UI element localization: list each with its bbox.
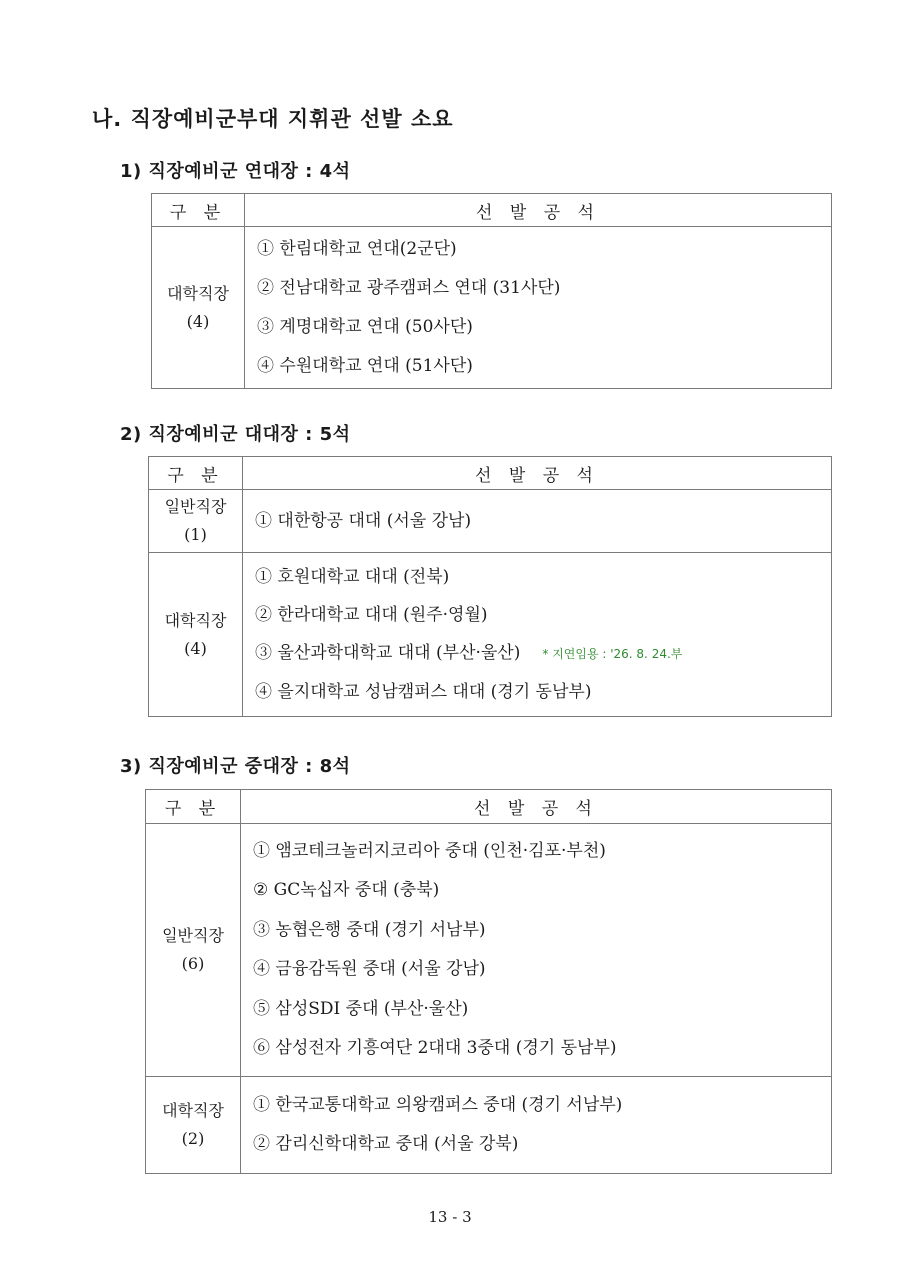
seats-cell — [243, 553, 832, 717]
header-category: 구 분 — [149, 457, 243, 490]
category-name: 대학직장 — [164, 610, 227, 630]
header-seats: 선 발 공 석 — [241, 790, 832, 824]
header-seats: 선 발 공 석 — [245, 194, 832, 227]
header-category: 구 분 — [146, 790, 241, 824]
page-number: 13 - 3 — [428, 1208, 472, 1226]
header-seats: 선 발 공 석 — [243, 457, 832, 490]
category-name: 일반직장 — [162, 926, 224, 945]
seats-cell — [243, 490, 832, 553]
subsection-title-regiment: 1) 직장예비군 연대장 : 4석 — [120, 161, 351, 182]
seats-cell — [245, 227, 832, 389]
category-count: (4) — [184, 638, 207, 658]
category-count: (6) — [181, 954, 205, 973]
list-item: ② 전남대학교 광주캠퍼스 연대 (31사단) — [257, 277, 561, 298]
category-name: 일반직장 — [164, 497, 227, 516]
list-item: ④ 금융감독원 중대 (서울 강남) — [253, 959, 486, 979]
list-item: ⑥ 삼성전자 기흥여단 2대대 3중대 (경기 동남부) — [253, 1038, 617, 1058]
category-cell — [149, 490, 243, 553]
list-item: ② GC녹십자 중대 (충북) — [253, 880, 440, 900]
category-count: (4) — [186, 311, 210, 331]
subsection-title-battalion: 2) 직장예비군 대대장 : 5석 — [120, 424, 351, 445]
category-count: (1) — [184, 525, 207, 544]
list-item: ③ 계명대학교 연대 (50사단) — [257, 316, 473, 337]
section-heading: 나. 직장예비군부대 지휘관 선발 소요 — [92, 107, 454, 131]
header-category: 구 분 — [152, 194, 245, 227]
category-cell — [149, 553, 243, 717]
list-item: ⑤ 삼성SDI 중대 (부산·울산) — [253, 998, 469, 1019]
category-name: 대학직장 — [162, 1101, 224, 1120]
category-name: 대학직장 — [167, 283, 229, 303]
list-item-text: ③ 울산과학대학교 대대 (부산·울산) — [255, 643, 521, 663]
list-item — [255, 634, 831, 673]
list-item: ③ 농협은행 중대 (경기 서남부) — [253, 919, 486, 940]
subsection-title-company: 3) 직장예비군 중대장 : 8석 — [120, 756, 351, 777]
table-regiment — [151, 193, 832, 389]
list-item: ① 대한항공 대대 (서울 강남) — [255, 511, 472, 531]
category-cell — [146, 824, 241, 1077]
table-battalion — [148, 456, 832, 717]
list-item: ① 앰코테크놀러지코리아 중대 (인천·김포·부천) — [253, 840, 606, 861]
list-item: ② 감리신학대학교 중대 (서울 강북) — [253, 1134, 519, 1154]
table-company — [145, 789, 832, 1174]
category-cell — [146, 1077, 241, 1174]
seats-cell — [241, 824, 832, 1077]
category-cell — [152, 227, 245, 389]
list-item: ④ 수원대학교 연대 (51사단) — [257, 355, 473, 376]
list-item: ② 한라대학교 대대 (원주·영월) — [255, 605, 488, 625]
seats-cell — [241, 1077, 832, 1174]
list-item: ① 호원대학교 대대 (전북) — [255, 567, 450, 587]
list-item: ① 한림대학교 연대(2군단) — [257, 238, 457, 259]
list-item: ④ 을지대학교 성남캠퍼스 대대 (경기 동남부) — [255, 682, 592, 702]
delayed-appointment-note: * 지연임용 : '26. 8. 24.부 — [542, 647, 683, 661]
category-count: (2) — [181, 1129, 205, 1148]
list-item: ① 한국교통대학교 의왕캠퍼스 중대 (경기 서남부) — [253, 1095, 623, 1115]
